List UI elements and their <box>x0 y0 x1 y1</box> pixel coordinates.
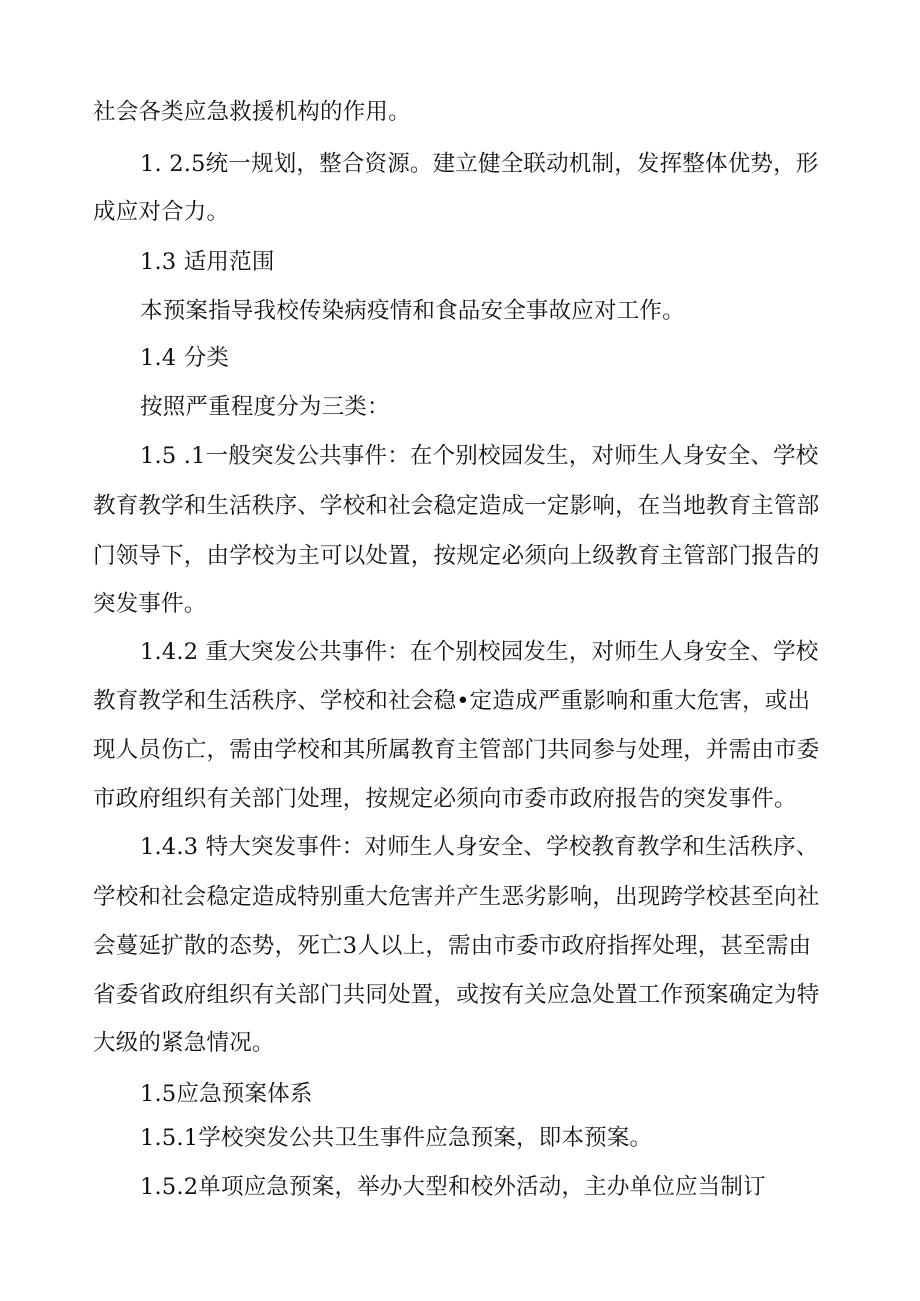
text-line: 教育教学和生活秩序、学校和社会稳定造成一定影响，在当地教育主管部 <box>93 493 820 519</box>
text-line: 1.5.1学校突发公共卫生事件应急预案，即本预案。 <box>140 1125 653 1151</box>
text-line: 省委省政府组织有关部门共同处置，或按有关应急处置工作预案确定为特 <box>93 982 820 1008</box>
text-line: 市政府组织有关部门处理，按规定必须向市委市政府报告的突发事件。 <box>93 786 797 812</box>
text-line: 本预案指导我校传染病疫情和食品安全事故应对工作。 <box>140 298 685 324</box>
text-line: 学校和社会稳定造成特别重大危害并产生恶劣影响，出现跨学校甚至向社 <box>93 884 820 910</box>
text-line: 会蔓延扩散的态势，死亡3人以上，需由市委市政府指挥处理，甚至需由 <box>93 933 812 959</box>
text-line: 1. 2.5统一规划，整合资源。建立健全联动机制，发挥整体优势，形 <box>140 151 819 177</box>
text-line: 1.4.3 特大突发事件：对师生人身安全、学校教育教学和生活秩序、 <box>140 834 819 860</box>
text-line: 门领导下，由学校为主可以处置，按规定必须向上级教育主管部门报告的 <box>93 543 820 569</box>
text-line: 现人员伤亡，需由学校和其所属教育主管部门共同参与处理，并需由市委 <box>93 737 820 763</box>
text-line: 突发事件。 <box>93 591 207 617</box>
text-line: 社会各类应急救援机构的作用。 <box>93 99 411 125</box>
section-heading: 1.5应急预案体系 <box>140 1081 313 1107</box>
text-line: 教育教学和生活秩序、学校和社会稳•定造成严重影响和重大危害，或出 <box>93 688 811 714</box>
text-line: 成应对合力。 <box>93 199 230 225</box>
section-heading: 1.3 适用范围 <box>140 249 275 275</box>
text-line: 大级的紧急情况。 <box>93 1030 275 1056</box>
text-line: 1.4.2 重大突发公共事件：在个别校园发生，对师生人身安全、学校 <box>140 639 819 665</box>
text-line: 1.5 .1一般突发公共事件：在个别校园发生，对师生人身安全、学校 <box>140 443 819 469</box>
text-line: 1.5.2单项应急预案，举办大型和校外活动，主办单位应当制订 <box>140 1174 766 1200</box>
text-line: 按照严重程度分为三类： <box>140 394 390 420</box>
section-heading: 1.4 分类 <box>140 345 230 371</box>
